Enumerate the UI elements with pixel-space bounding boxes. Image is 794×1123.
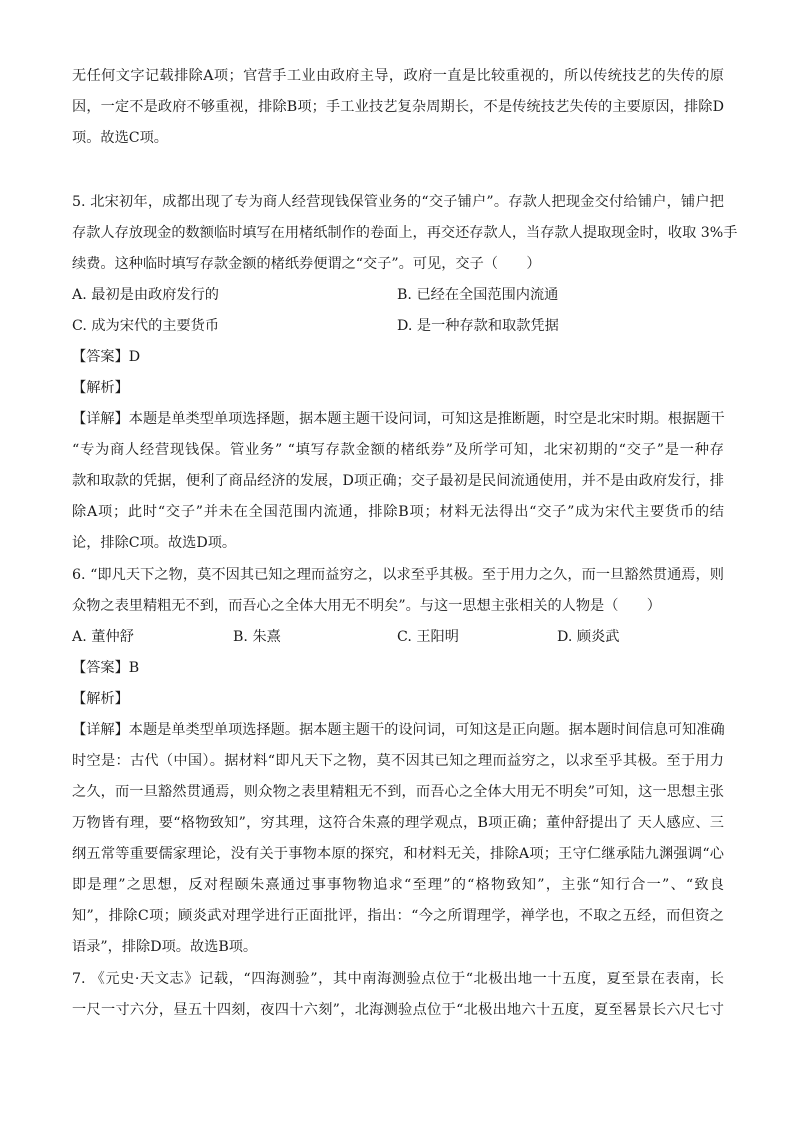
- q6-option-d: D. 顾炎武: [557, 629, 620, 645]
- q5-detail-line-3: 款和取款的凭据，便利了商品经济的发展，D项正确；交子最初是民间流通使用，并不是由政府发行，排: [72, 473, 724, 489]
- q7-stem-line-1: 7. 《元史·天文志》记载，“四海测验”，其中南海测验点位于“北极出地一十五度，夏至景在表南，长: [72, 971, 724, 987]
- q5-detail-line-5: 论，排除C项。故选D项。: [72, 535, 237, 551]
- q5-option-b: B. 已经在全国范围内流通: [397, 287, 559, 303]
- intro-line-1: 无任何文字记载排除A项；官营手工业由政府主导，政府一直是比较重视的，所以传统技艺的失传的原: [72, 68, 724, 84]
- q6-detail-line-5: 纲五常等重要儒家理论，没有关于事物本原的探究，和材料无关，排除A项；王守仁继承陆九渊强调“心: [72, 846, 724, 862]
- q6-detail-line-6: 即是理”之思想，反对程颐朱熹通过事事物物追求“至理”的“格物致知”，主张“知行合一”、“致良: [72, 877, 724, 893]
- q5-option-c: C. 成为宋代的主要货币: [72, 318, 220, 334]
- q6-detail-line-1: 【详解】本题是单类型单项选择题。据本题主题干的设问词，可知这是正向题。据本题时间信息可知准确: [72, 722, 725, 738]
- intro-line-2: 因，一定不是政府不够重视，排除B项；手工业技艺复杂周期长，不是传统技艺失传的主要原因，排除D: [72, 99, 724, 115]
- q5-answer: 【答案】D: [72, 349, 141, 365]
- q5-stem-line-1: 5. 北宋初年，成都出现了专为商人经营现钱保管业务的“交子铺户”。存款人把现金交付给铺户，铺户把: [72, 194, 724, 210]
- q6-option-a: A. 董仲舒: [72, 629, 134, 645]
- q6-detail-line-2: 时空是：古代（中国）。据材料“即凡天下之物，莫不因其已知之理而益穷之，以求至乎其极。至于用力: [72, 753, 724, 769]
- q6-option-b: B. 朱熹: [233, 629, 281, 645]
- q6-detail-line-4: 万物皆有理，要“格物致知”，穷其理，这符合朱熹的理学观点，B项正确；董仲舒提出了 天人感应、三: [72, 815, 724, 831]
- q6-stem-line-1: 6. “即凡天下之物，莫不因其已知之理而益穷之，以求至乎其极。至于用力之久，而一旦豁然贯通焉，则: [72, 567, 724, 583]
- q6-detail-line-3: 之久，而一旦豁然贯通焉，则众物之表里精粗无不到，而吾心之全体大用无不明矣”可知，这一思想主张: [72, 784, 724, 800]
- q6-detail-line-8: 语录”，排除D项。故选B项。: [72, 939, 258, 955]
- q5-analysis-label: 【解析】: [72, 380, 129, 396]
- q5-detail-line-1: 【详解】本题是单类型单项选择题，据本题主题干设问词，可知这是推断题，时空是北宋时期。根据题干: [72, 411, 725, 427]
- q5-stem-line-2: 存款人存放现金的数额临时填写在用楮纸制作的卷面上，再交还存款人，当存款人提取现金时，收取 3%手: [72, 225, 738, 241]
- q6-stem-line-2: 众物之表里精粗无不到，而吾心之全体大用无不明矣”。与这一思想主张相关的人物是（ ）: [72, 598, 661, 614]
- q6-detail-line-7: 知”，排除C项；顾炎武对理学进行正面批评，指出：“今之所谓理学，禅学也，不取之五经，而但资之: [72, 908, 724, 924]
- q5-detail-line-2: “专为商人经营现钱保。管业务” “填写存款金额的楮纸券”及所学可知，北宋初期的“交子”是一种存: [72, 442, 724, 458]
- q6-analysis-label: 【解析】: [72, 691, 129, 707]
- q5-option-a: A. 最初是由政府发行的: [72, 287, 219, 303]
- q5-stem-line-3: 续费。这种临时填写存款金额的楮纸券便谓之“交子”。可见，交子（ ）: [72, 256, 541, 272]
- q5-option-d: D. 是一种存款和取款凭据: [397, 318, 559, 334]
- q7-stem-line-2: 一尺一寸六分，昼五十四刻，夜四十六刻”，北海测验点位于“北极出地六十五度，夏至晷景长六尺七寸: [72, 1002, 724, 1018]
- q5-detail-line-4: 除A项；此时“交子”并未在全国范围内流通，排除B项；材料无法得出“交子”成为宋代主要货币的结: [72, 504, 724, 520]
- q6-answer: 【答案】B: [72, 660, 140, 676]
- intro-line-3: 项。故选C项。: [72, 130, 168, 146]
- q6-option-c: C. 王阳明: [397, 629, 459, 645]
